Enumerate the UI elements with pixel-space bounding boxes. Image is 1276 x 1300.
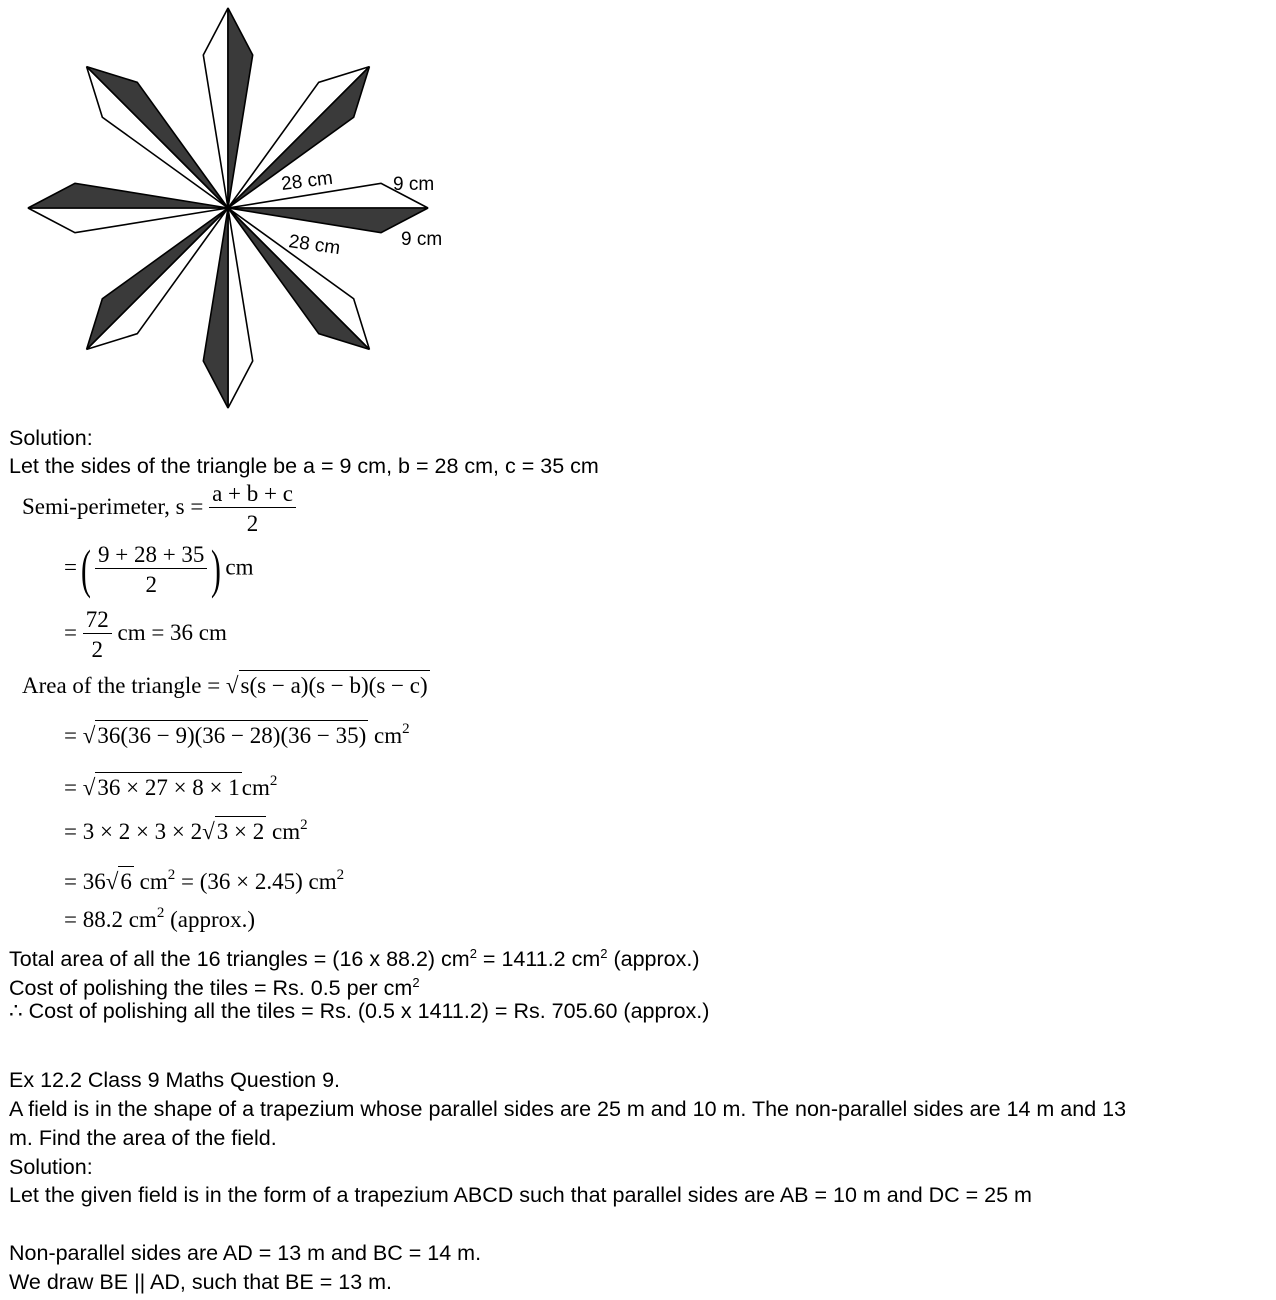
- solution-heading: Solution:: [9, 426, 93, 450]
- construction-line: We draw BE || AD, such that BE = 13 m.: [9, 1270, 393, 1294]
- total-area-line: Total area of all the 16 triangles = (16 x 88.2) $cm^2 = 1411.2$ $cm^2$ (approx.): [9, 946, 700, 971]
- area3-radicand: 3 × 2: [215, 816, 266, 844]
- step1-unit: cm: [225, 554, 254, 580]
- step2-denominator: 2: [91, 637, 103, 662]
- area-step-5: = 88.2 $cm^2$ (approx.): [64, 905, 256, 932]
- heron-radicand: s(s − a)(s − b)(s − c): [239, 670, 430, 698]
- semi-denominator: 2: [246, 511, 259, 536]
- area-step-1: = √36(36 − 9)(36 − 28)(36 − 35) $cm^2$: [64, 721, 410, 748]
- question-text: A field is in the shape of a trapezium whose parallel sides are 25 m and 10 m. The non-parallel sides are 14 m and 13 m. Find the area of the field.: [9, 1097, 1127, 1150]
- area-label: Area of the triangle =: [22, 673, 221, 698]
- semi-numerator: a + b + c: [209, 482, 296, 508]
- star-tile-diagram: [20, 4, 470, 416]
- label-28cm-upper: 28 cm: [280, 167, 334, 195]
- area-step-3: = 3 × 2 × 3 × 2√3 × 2 $cm^2$: [64, 817, 308, 844]
- area2-radicand: 36 × 27 × 8 × 1: [95, 772, 241, 800]
- shaded-triangle: [87, 67, 228, 208]
- label-9cm-upper: 9 cm: [393, 174, 435, 195]
- area-step-2: = $√36 \times 27 \times 8 \times 1cm^2$: [64, 773, 278, 800]
- area1-radicand: 36(36 − 9)(36 − 28)(36 − 35): [95, 720, 368, 748]
- triangle-sides-line: Let the sides of the triangle be a = 9 cm, b = 28 cm, c = 35 cm: [9, 454, 599, 478]
- semi-perimeter-step-1: =( $\frac{9 + 28 + 35}{2}$ ) cm: [64, 539, 254, 599]
- shaded-triangle: [228, 208, 369, 349]
- semi-perimeter-label: Semi-perimeter, s =: [22, 493, 204, 519]
- step1-denominator: 2: [145, 571, 157, 597]
- question-title: Ex 12.2 Class 9 Maths Question 9.: [9, 1068, 341, 1092]
- area-step-4: = 36√6 $cm^2 = (36 \times 2.45)$ $cm^2$: [64, 867, 345, 894]
- semi-perimeter-formula: [22, 482, 296, 535]
- trapezium-sides-line: Let the given field is in the form of a trapezium ABCD such that parallel sides are AB = 10 m and DC = 25 m: [9, 1183, 1032, 1207]
- total-cost-line: ∴ Cost of polishing all the tiles = Rs. (0.5 x 1411.2) = Rs. 705.60 (approx.): [9, 999, 710, 1023]
- semi-perimeter-step-2: = $\frac{72}{2}$ cm = 36 cm: [64, 607, 227, 662]
- solution-2-heading: Solution:: [9, 1155, 93, 1179]
- step1-numerator: 9 + 28 + 35: [95, 543, 207, 569]
- heron-formula: Area of the triangle = √s(s − a)(s − b)(s − c): [22, 674, 430, 697]
- label-28cm-lower: 28 cm: [287, 231, 342, 260]
- semi-perimeter-fraction: [209, 482, 296, 535]
- tile-design-figure: [20, 4, 470, 416]
- shaded-triangle: [87, 208, 228, 349]
- polish-rate-line: Cost of polishing the tiles = Rs. 0.5 per $cm^2$: [9, 975, 420, 1000]
- step2-numerator: 72: [83, 608, 112, 634]
- label-9cm-lower: 9 cm: [401, 229, 443, 250]
- step2-result: cm = 36 cm: [117, 619, 227, 645]
- non-parallel-sides-line: Non-parallel sides are AD = 13 m and BC = 14 m.: [9, 1241, 482, 1265]
